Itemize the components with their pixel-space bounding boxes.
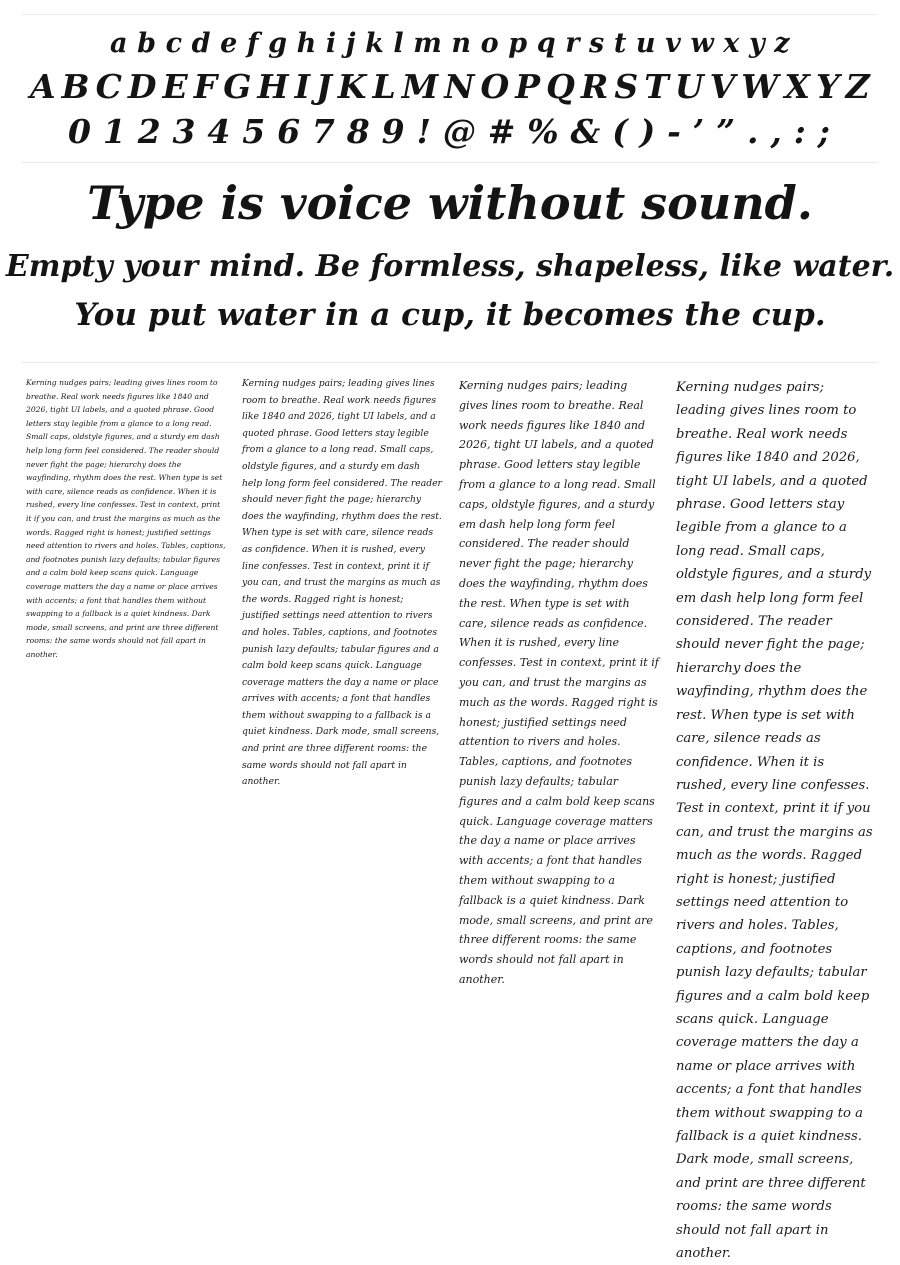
glyph-lowercase: d	[191, 28, 211, 59]
glyph-lowercase: x	[723, 28, 740, 59]
glyph-lowercase: c	[165, 28, 183, 59]
glyph-lowercase: p	[508, 28, 528, 59]
glyph-uppercase: V	[709, 67, 736, 106]
glyph-uppercase: Y	[816, 67, 840, 106]
glyph-figure: 2	[137, 112, 161, 151]
glyph-lowercase: l	[393, 28, 404, 59]
glyph-lowercase: g	[268, 28, 287, 59]
glyph-figure: ,	[770, 112, 782, 151]
glyph-lowercase: j	[345, 28, 356, 59]
glyph-lowercase: a	[110, 28, 128, 59]
glyph-figure: 4	[207, 112, 231, 151]
glyph-figure: .	[746, 112, 759, 151]
glyph-uppercase: E	[162, 67, 188, 106]
glyph-lowercase: f	[246, 28, 259, 59]
glyph-figure: 3	[172, 112, 196, 151]
glyph-uppercase: I	[294, 67, 311, 106]
glyph-uppercase: C	[95, 67, 122, 106]
divider	[22, 362, 878, 363]
glyph-figure: 7	[311, 112, 335, 151]
text-sample-column-small	[26, 376, 226, 659]
glyph-figure: &	[570, 112, 601, 151]
glyph-lowercase: k	[365, 28, 384, 59]
glyph-uppercase: S	[614, 67, 639, 106]
glyph-figure: 8	[346, 112, 370, 151]
glyph-uppercase: Z	[845, 67, 870, 106]
glyph-lowercase: o	[480, 28, 499, 59]
glyph-figure: ;	[817, 112, 830, 151]
divider	[22, 162, 878, 163]
glyph-uppercase: K	[337, 67, 367, 106]
glyph-figure: 5	[242, 112, 266, 151]
glyph-uppercase: L	[372, 67, 396, 106]
glyph-lowercase: m	[413, 28, 442, 59]
figures-punctuation-row	[68, 112, 830, 157]
glyph-figure: 1	[102, 112, 126, 151]
paragraph-sample: Kerning nudges pairs; leading gives lines room to breathe. Real work needs figures like 1840 and 2026, tight UI labels, and a quoted phrase. Good letters stay legible from a glance to a long read. Small caps, oldstyle figures, and a sturdy em dash help long form feel considered. The reader should never fight the page; hierarchy does the wayfinding, rhythm does the rest. When type is set with care, silence reads as confidence. When it is rushed, every line confesses. Test in context, print it if you can, and trust the margins as much as the words. Ragged right is honest; justified settings need attention to rivers and holes. Tables, captions, and footnotes punish lazy defaults; tabular figures and a calm bold keep scans quick. Language coverage matters the day a name or place arrives with accents; a font that handles them without swapping to a fallback is a quiet kindness. Dark mode, small screens, and print are three different rooms: the same words should not fall apart in another.	[459, 379, 659, 986]
paragraph-sample: Kerning nudges pairs; leading gives lines room to breathe. Real work needs figures like 1840 and 2026, tight UI labels, and a quoted phrase. Good letters stay legible from a glance to a long read. Small caps, oldstyle figures, and a sturdy em dash help long form feel considered. The reader should never fight the page; hierarchy does the wayfinding, rhythm does the rest. When type is set with care, silence reads as confidence. When it is rushed, every line confesses. Test in context, print it if you can, and trust the margins as much as the words. Ragged right is honest; justified settings need attention to rivers and holes. Tables, captions, and footnotes punish lazy defaults; tabular figures and a calm bold keep scans quick. Language coverage matters the day a name or place arrives with accents; a font that handles them without swapping to a fallback is a quiet kindness. Dark mode, small screens, and print are three different rooms: the same words should not fall apart in another.	[242, 378, 442, 788]
glyph-uppercase: G	[223, 67, 252, 106]
glyph-figure: !	[416, 112, 431, 151]
text-sample-column-medium	[242, 376, 442, 788]
paragraph-sample: Kerning nudges pairs; leading gives lines room to breathe. Real work needs figures like 1840 and 2026, tight UI labels, and a quoted phrase. Good letters stay legible from a glance to a long read. Small caps, oldstyle figures, and a sturdy em dash help long form feel considered. The reader should never fight the page; hierarchy does the wayfinding, rhythm does the rest. When type is set with care, silence reads as confidence. When it is rushed, every line confesses. Test in context, print it if you can, and trust the margins as much as the words. Ragged right is honest; justified settings need attention to rivers and holes. Tables, captions, and footnotes punish lazy defaults; tabular figures and a calm bold keep scans quick. Language coverage matters the day a name or place arrives with accents; a font that handles them without swapping to a fallback is a quiet kindness. Dark mode, small screens, and print are three different rooms: the same words should not fall apart in another.	[676, 380, 873, 1262]
glyph-figure: )	[639, 112, 656, 151]
glyph-figure: %	[527, 112, 559, 151]
lowercase-glyph-row	[110, 30, 790, 64]
glyph-lowercase: n	[451, 28, 472, 59]
glyph-figure: #	[487, 112, 516, 151]
glyph-uppercase: H	[257, 67, 289, 106]
glyph-figure: ”	[716, 112, 736, 151]
glyph-uppercase: N	[444, 67, 475, 106]
glyph-uppercase: R	[580, 67, 609, 106]
glyph-uppercase: A	[30, 67, 56, 106]
glyph-lowercase: e	[220, 28, 238, 59]
glyph-figure: (	[612, 112, 628, 151]
glyph-uppercase: P	[515, 67, 541, 106]
glyph-uppercase: O	[480, 67, 510, 106]
glyph-lowercase: s	[589, 28, 605, 59]
glyph-uppercase: T	[644, 67, 669, 106]
glyph-lowercase: b	[137, 28, 156, 59]
glyph-lowercase: i	[325, 28, 337, 59]
glyph-uppercase: F	[193, 67, 218, 106]
glyph-lowercase: w	[690, 28, 714, 59]
glyph-uppercase: Q	[546, 67, 575, 106]
paragraph-sample: Kerning nudges pairs; leading gives lines room to breathe. Real work needs figures like 1840 and 2026, tight UI labels, and a quoted phrase. Good letters stay legible from a glance to a long read. Small caps, oldstyle figures, and a sturdy em dash help long form feel considered. The reader should never fight the page; hierarchy does the wayfinding, rhythm does the rest. When type is set with care, silence reads as confidence. When it is rushed, every line confesses. Test in context, print it if you can, and trust the margins as much as the words. Ragged right is honest; justified settings need attention to rivers and holes. Tables, captions, and footnotes punish lazy defaults; tabular figures and a calm bold keep scans quick. Language coverage matters the day a name or place arrives with accents; a font that handles them without swapping to a fallback is a quiet kindness. Dark mode, small screens, and print are three different rooms: the same words should not fall apart in another.	[26, 378, 226, 659]
headline-large: Type is voice without sound.	[87, 176, 813, 230]
glyph-uppercase: X	[784, 67, 810, 106]
glyph-figure: 0	[68, 112, 91, 151]
glyph-lowercase: u	[635, 28, 656, 59]
uppercase-glyph-row	[30, 67, 870, 112]
text-sample-column-xlarge	[676, 376, 876, 1262]
glyph-figure: 9	[381, 112, 405, 151]
glyph-lowercase: q	[536, 28, 556, 59]
glyph-lowercase: r	[565, 28, 580, 59]
glyph-uppercase: B	[61, 67, 90, 106]
glyph-lowercase: v	[665, 28, 681, 59]
glyph-figure: :	[793, 112, 806, 151]
headline-medium: Empty your mind. Be formless, shapeless, like water.	[5, 249, 895, 284]
glyph-lowercase: y	[749, 28, 765, 59]
glyph-uppercase: J	[316, 67, 332, 106]
glyph-uppercase: D	[127, 67, 157, 106]
glyph-uppercase: U	[674, 67, 704, 106]
headline-medium: You put water in a cup, it becomes the cup.	[74, 297, 826, 333]
glyph-lowercase: h	[296, 28, 317, 59]
glyph-lowercase: t	[613, 28, 627, 59]
text-sample-column-large	[459, 376, 659, 986]
glyph-figure: @	[442, 112, 476, 151]
glyph-uppercase: W	[741, 67, 779, 106]
glyph-figure: -	[667, 112, 681, 151]
glyph-uppercase: M	[401, 67, 439, 106]
glyph-figure: ’	[692, 112, 705, 151]
glyph-lowercase: z	[774, 28, 790, 59]
divider	[22, 14, 878, 15]
glyph-figure: 6	[277, 112, 301, 151]
